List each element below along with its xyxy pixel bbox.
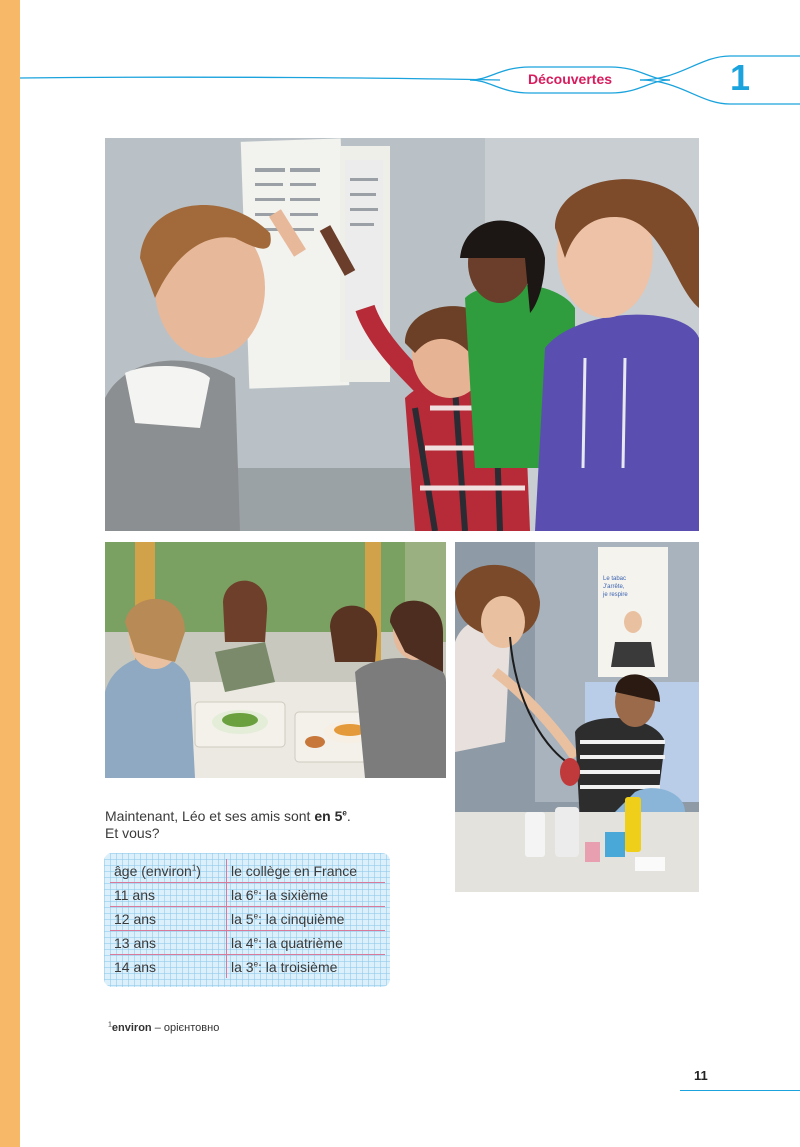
svg-text:Le tabac: Le tabac	[603, 576, 627, 582]
table-row	[110, 907, 385, 931]
photo-school-nurse	[455, 542, 699, 892]
section-label: Découvertes	[527, 71, 613, 87]
age-cell: 14 ans	[110, 955, 227, 979]
grade-cell: la 3e: la troisième	[231, 959, 338, 975]
header-college: le collège en France	[227, 859, 386, 883]
grade-cell: la 6e: la sixième	[227, 883, 386, 907]
header-wave	[0, 40, 800, 110]
footnote	[108, 1022, 219, 1034]
page-number-rule	[680, 1090, 800, 1091]
age-grade-table	[104, 853, 390, 987]
boy-purple-hoodie	[535, 179, 699, 531]
intro-line2-text: Et vous?	[105, 825, 160, 841]
footnote-number: 1	[108, 1021, 112, 1029]
age-cell: 12 ans	[110, 907, 227, 931]
table-row	[110, 955, 385, 979]
svg-text:J'arrête,: J'arrête,	[603, 584, 625, 590]
page-number: 11	[694, 1068, 708, 1083]
age-cell: 13 ans	[110, 931, 227, 955]
svg-text:je respire: je respire	[603, 592, 628, 598]
age-cell: 11 ans	[110, 883, 227, 907]
footnote-term: environ	[111, 1022, 152, 1034]
grade-cell: la 4e: la quatrième	[227, 931, 386, 955]
photo-cafeteria-lunch	[105, 542, 446, 778]
class-list-sheets	[241, 138, 390, 388]
chapter-number: 1	[729, 57, 751, 98]
header-age: âge (environ$^1$)	[110, 859, 227, 883]
table-row	[110, 883, 385, 907]
photo-students-reading-class-list	[105, 138, 699, 531]
table-row	[110, 931, 385, 955]
left-margin-strip	[0, 0, 20, 1147]
footnote-translation: – орієнтовно	[151, 1022, 220, 1034]
anti-smoking-poster	[598, 547, 668, 677]
table-header-row	[110, 859, 385, 883]
intro-text: Maintenant, Léo et ses amis sont en 5e. Et vous?	[105, 808, 351, 841]
grade-cell: la 5e: la cinquième	[227, 907, 386, 931]
intro-line1-text: Maintenant, Léo et ses amis sont	[105, 808, 315, 824]
intro-grade-bold: en 5e	[314, 808, 347, 824]
